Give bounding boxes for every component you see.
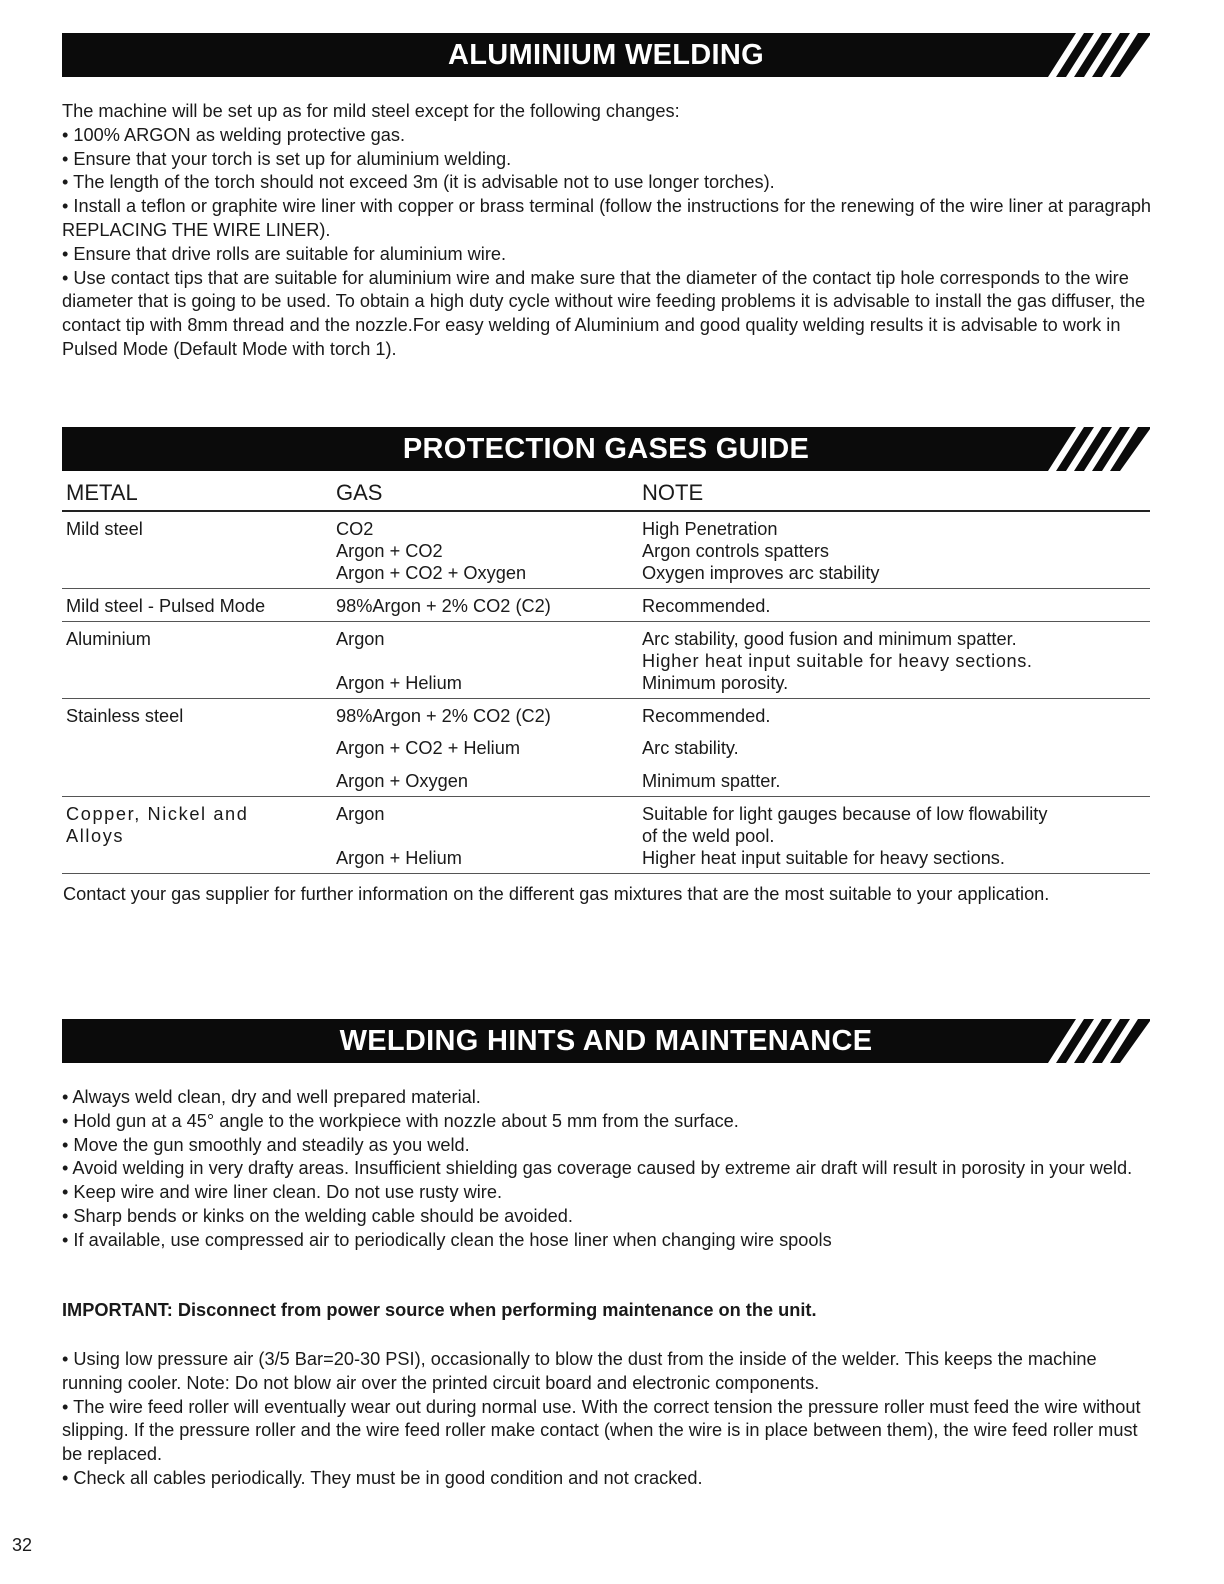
note-line: Higher heat input suitable for heavy sections. [642,848,1005,868]
list-item: • The wire feed roller will eventually wear out during normal use. With the correct tension the pressure roller must feed the wire without slipping. If the pressure roller and the wire feed roller make contact (when the wire is in place between them), the wire feed roller must be replaced. [62,1396,1141,1465]
list-item: • Always weld clean, dry and well prepared material. [62,1087,481,1107]
metal-cell: Mild steel - Pulsed Mode [62,589,332,622]
list-item: • Using low pressure air (3/5 Bar=20-30 PSI), occasionally to blow the dust from the inside of the welder. This keeps the machine running cooler. Note: Do not blow air over the printed circuit board and electronic components. [62,1349,1097,1393]
note-line: Arc stability, good fusion and minimum spatter. [642,629,1017,649]
table-row [62,622,1150,699]
table-row [62,797,1150,874]
note-line: Recommended. [642,706,771,726]
gas-line: Argon [336,804,385,824]
note-line: Higher heat input suitable for heavy sections. [642,651,1033,671]
note-line: Suitable for light gauges because of low flowability [642,804,1048,824]
metal-cell: Stainless steel [62,699,332,797]
note-line: Argon controls spatters [642,541,830,561]
list-item: • The length of the torch should not exceed 3m (it is advisable not to use longer torches). [62,172,775,193]
gas-cell [332,699,638,797]
metal-cell: Mild steel [62,511,332,589]
gas-line: Argon + Helium [336,673,462,693]
gas-cell [332,589,638,622]
list-item: • 100% ARGON as welding protective gas. [62,124,406,145]
gas-line [336,825,634,847]
note-cell [638,589,1150,622]
list-item: • Ensure that your torch is set up for aluminium welding. [62,148,512,169]
note-line: Minimum spatter. [642,771,781,791]
note-cell [638,699,1150,797]
hatch-stripes-icon [1030,1019,1150,1063]
note-cell [638,797,1150,874]
gas-line: Argon + Oxygen [336,771,468,791]
list-item: • Avoid welding in very drafty areas. Insufficient shielding gas coverage caused by extreme air draft will result in porosity in your weld. [62,1158,1133,1179]
section-title: PROTECTION GASES GUIDE [402,433,810,465]
list-item: • Sharp bends or kinks on the welding cable should be avoided. [62,1205,573,1226]
gas-line: Argon + Helium [336,848,462,868]
gas-line: 98%Argon + 2% CO2 (C2) [336,596,551,616]
list-item: • Keep wire and wire liner clean. Do not use rusty wire. [62,1182,503,1203]
gas-line: Argon + CO2 [336,541,443,561]
section-header-aluminium [62,33,1150,77]
list-item: • Check all cables periodically. They must be in good condition and not cracked. [62,1467,703,1488]
section-header-hints [62,1019,1150,1063]
list-item: • Ensure that drive rolls are suitable for aluminium wire. [62,243,507,264]
table-header-row [62,476,1150,511]
hints-list [62,1086,1152,1253]
gas-guide-table [62,476,1150,874]
section-header-gases [62,427,1150,471]
hatch-stripes-icon [1030,33,1150,77]
list-item: • If available, use compressed air to periodically clean the hose liner when changing wire spools [62,1229,832,1250]
note-line: Arc stability. [642,738,739,758]
list-item: • Hold gun at a 45° angle to the workpiece with nozzle about 5 mm from the surface. [62,1110,739,1131]
gas-line: Argon + CO2 + Oxygen [336,563,527,583]
note-cell [638,622,1150,699]
gas-line [336,650,634,672]
list-item: • Move the gun smoothly and steadily as you weld. [62,1134,470,1155]
table-row [62,589,1150,622]
note-line: Minimum porosity. [642,673,789,693]
note-cell [638,511,1150,589]
gas-line: CO2 [336,519,374,539]
note-line: Oxygen improves arc stability [642,563,880,583]
maintenance-list [62,1348,1152,1491]
metal-cell: Copper, Nickel and Alloys [62,797,332,874]
gas-supplier-note: Contact your gas supplier for further information on the different gas mixtures that are the most suitable to your application. [63,884,1050,904]
important-warning: IMPORTANT: Disconnect from power source when performing maintenance on the unit. [62,1300,817,1320]
note-line: High Penetration [642,519,778,539]
table-row [62,699,1150,797]
page-number: 32 [12,1535,33,1555]
gas-line: 98%Argon + 2% CO2 (C2) [336,706,551,726]
column-header-gas: GAS [332,476,638,511]
list-item: • Install a teflon or graphite wire liner with copper or brass terminal (follow the instructions for the renewing of the wire liner at paragraph REPLACING THE WIRE LINER). [62,196,1152,240]
column-header-note: NOTE [638,476,1150,511]
gas-cell [332,797,638,874]
gas-line: Argon + CO2 + Helium [336,738,520,758]
note-line: Recommended. [642,596,771,616]
gas-line: Argon [336,629,385,649]
gas-cell [332,511,638,589]
metal-cell: Aluminium [62,622,332,699]
hatch-stripes-icon [1030,427,1150,471]
column-header-metal: METAL [62,476,332,511]
section-title: WELDING HINTS AND MAINTENANCE [339,1025,873,1057]
gas-cell [332,622,638,699]
aluminium-body [62,100,1152,362]
table-row [62,511,1150,589]
aluminium-intro: The machine will be set up as for mild steel except for the following changes: [62,101,680,121]
section-title: ALUMINIUM WELDING [447,39,764,71]
list-item: • Use contact tips that are suitable for aluminium wire and make sure that the diameter of the contact tip hole corresponds to the wire diameter that is going to be used. To obtain a high duty cycle without wire feeding problems it is advisable to install the gas diffuser, the contact tip with 8mm thread and the nozzle.For easy welding of Aluminium and good quality welding results it is advisable to work in Pulsed Mode (Default Mode with torch 1). [62,267,1146,359]
note-line: of the weld pool. [642,826,775,846]
